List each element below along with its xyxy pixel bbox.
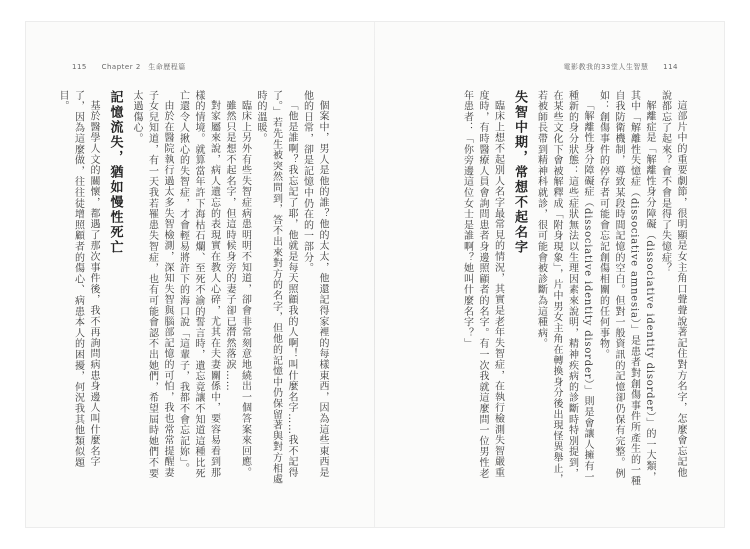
- right-running-head: 電影教我的33堂人生智慧: [563, 63, 649, 71]
- paragraph: 解離症是「解離性身分障礙（dissociative identity disorder）」的一大類，其中「解離性失憶症（dissociative amnesia）」是患者對創傷事件所產生的一種自我防衛機制，導致某段時間記憶的空白。但對一般資訊的記憶卻仍保有完整。例如：創傷事件的停存者可能會忘記創傷相關的任何事物。: [597, 90, 655, 487]
- left-page-number: 115: [72, 63, 87, 71]
- left-page-header: [60, 62, 186, 72]
- right-page-body: [418, 90, 688, 488]
- right-page-header: [563, 62, 690, 72]
- paragraph: 基於醫學人文的關懷，都遇了那次事件後，我不再詢問病患身邊人叫什麼名字了，因為這麼做，往往徒增照顧者的傷心、病患本人的困擾，何況我其他類似題目。: [57, 90, 99, 468]
- paragraph: 「解離性身分障礙症（dissociative identity disorder）」則是會讓人擁有一種新的身分狀態：這些症狀無法以生理因素來說明，精神疾病的診斷時特別提到，在某些文化下會被解釋成「附身現象」，片中男女主角在轉換身分後出現怪異舉止，若被師長帶到精神科就診，很可能會被診斷為這種病。: [535, 90, 593, 485]
- paragraph: 對家屬來說，病人遺忘的表現實在教人心碎，尤其在夫妻關係中，要容易看到那樣的情境。就算當年許下海枯石爛、至死不渝的誓言時，遺忘竟讓不知道這種比死亡還令人揪心的失智症，才會輕易將許下的海口說「這輩子，我都不會忘記妳」。: [177, 90, 220, 479]
- paragraph: 雖然只是想不起名字，但這時候身旁的妻子卻已潸然落淚……: [224, 100, 235, 392]
- paragraph: 臨床上另外有些失智症病患明明不知道，卻會非常刻意地繞出一個答案來回應。: [239, 100, 251, 478]
- paragraph: 臨床上想不起別人名字最常見的情況，其實是老年失智症，在執行檢測失智嚴重度時，有時醫療人員會詢問患者身邊照顧者的名字。有一次我就這麼問一位男性老年患者：「你旁邊這位女士是誰啊？她叫什麼名字？」: [461, 90, 504, 479]
- right-page-number: 114: [663, 63, 678, 71]
- book-gutter: [374, 22, 375, 527]
- paragraph: 由於在醫院執行過太多失智檢測，深知失智與腦部記憶的可怕，我也常常提醒妻子女兒知道，有一天我若罹患失智症，也有可能會認不出她們，希望屆時她們不要太過傷心。: [131, 90, 173, 479]
- paragraph: 這部片中的重要劇節，很明顯是女主角口聲聲說著記住對方名字，怎麼會忘記他說都忘了起來？會不會是得了失憶症？: [659, 90, 686, 478]
- section-heading: 失智中期，常想不起名字: [512, 90, 527, 255]
- left-running-head: Chapter 2 生命歷程篇: [101, 63, 186, 71]
- section-heading: 記憶流失，猶如慢性死亡: [107, 90, 123, 255]
- paragraph: 個案中，男人是他的誰？他的太太，他還記得家裡的每樣東西，因為這些東西是他的日常，卻是記憶中仍在的一部分。: [301, 90, 328, 478]
- paragraph: 「他是誰啊？我忘記了耶，他就是每天照顧我的人啊！叫什麼名字……我不記得了。」若先生被突然問到，答不出來對方的名字，但他的記憶中仍保留著與對方相處時的溫暖。: [255, 90, 297, 485]
- left-page-body: [57, 90, 330, 488]
